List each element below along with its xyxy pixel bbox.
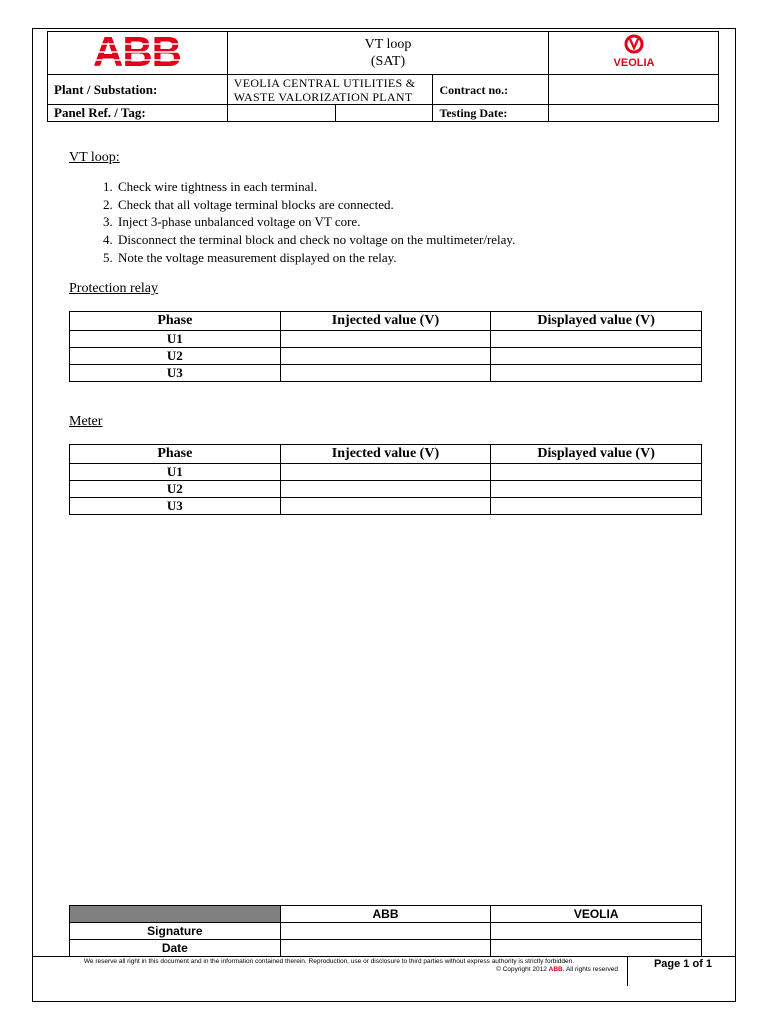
plant-value-line2: WASTE VALORIZATION PLANT [233, 89, 413, 104]
veolia-date-cell[interactable] [491, 940, 702, 957]
protection-relay-table [69, 311, 702, 382]
date-label: Date [70, 940, 281, 957]
panel-label: Panel Ref. / Tag: [48, 105, 228, 122]
copyright-notice [496, 966, 618, 973]
veolia-logo [604, 33, 664, 69]
plant-label: Plant / Substation: [48, 75, 228, 105]
document-title [227, 32, 549, 75]
table-row [70, 923, 702, 940]
phase-cell: U1 [70, 331, 281, 348]
injected-value-cell[interactable] [280, 464, 491, 481]
contract-label: Contract no.: [433, 75, 549, 105]
injected-value-cell[interactable] [280, 348, 491, 365]
displayed-value-cell[interactable] [491, 331, 702, 348]
signature-table [69, 905, 702, 957]
table-row [70, 464, 702, 481]
phase-cell: U3 [70, 498, 281, 515]
section-title: VT loop: [69, 150, 120, 165]
page-border [32, 28, 736, 1002]
injected-value-cell[interactable] [280, 365, 491, 382]
corner-cell [70, 906, 281, 923]
column-header: Phase [70, 445, 281, 464]
abb-signature-cell[interactable] [280, 923, 491, 940]
column-header-veolia: VEOLIA [491, 906, 702, 923]
injected-value-cell[interactable] [280, 498, 491, 515]
column-header-abb: ABB [280, 906, 491, 923]
table-row [70, 940, 702, 957]
step-item: 2. Check that all voltage terminal blocks are connected. [116, 196, 515, 214]
abb-logo-text: ABB [93, 32, 182, 70]
copyright-suffix: . All rights reserved [562, 966, 618, 973]
displayed-value-cell[interactable] [491, 365, 702, 382]
step-item: 4. Disconnect the terminal block and check no voltage on the multimeter/relay. [116, 231, 515, 249]
table-row [70, 498, 702, 515]
copyright-brand: ABB [548, 966, 563, 973]
phase-cell: U1 [70, 464, 281, 481]
copyright-prefix: © Copyright 2012 [496, 966, 547, 973]
footer-notice: We reserve all right in this document and in the information contained therein. Reproduction, use or disclosure to third parties without express authority is strictly forbidden. [83, 958, 575, 965]
veolia-signature-cell[interactable] [491, 923, 702, 940]
column-header: Phase [70, 312, 281, 331]
meter-title: Meter [69, 414, 103, 429]
step-item: 1. Check wire tightness in each terminal. [116, 178, 515, 196]
table-row [70, 365, 702, 382]
veolia-logo-text: VEOLIA [613, 57, 655, 69]
displayed-value-cell[interactable] [491, 481, 702, 498]
phase-cell: U3 [70, 365, 281, 382]
plant-value [227, 75, 433, 105]
steps-list [72, 178, 515, 267]
table-row [70, 331, 702, 348]
displayed-value-cell[interactable] [491, 498, 702, 515]
meter-table [69, 444, 702, 515]
testing-date-label: Testing Date: [433, 105, 549, 122]
abb-logo-cell [48, 32, 228, 75]
title-line2: (SAT) [370, 54, 406, 69]
panel-value-1[interactable] [227, 105, 335, 122]
abb-date-cell[interactable] [280, 940, 491, 957]
phase-cell: U2 [70, 348, 281, 365]
page-number: Page 1 of 1 [653, 958, 713, 970]
column-header: Injected value (V) [280, 312, 491, 331]
panel-value-2[interactable] [335, 105, 433, 122]
plant-value-line1: VEOLIA CENTRAL UTILITIES & [233, 75, 416, 90]
contract-value[interactable] [549, 75, 719, 105]
column-header: Displayed value (V) [491, 445, 702, 464]
displayed-value-cell[interactable] [491, 464, 702, 481]
testing-date-value[interactable] [549, 105, 719, 122]
header-table [47, 31, 719, 122]
injected-value-cell[interactable] [280, 331, 491, 348]
table-row [70, 348, 702, 365]
step-item: 3. Inject 3-phase unbalanced voltage on VT core. [116, 213, 515, 231]
footer-vertical-divider [627, 956, 628, 986]
displayed-value-cell[interactable] [491, 348, 702, 365]
signature-label: Signature [70, 923, 281, 940]
column-header: Injected value (V) [280, 445, 491, 464]
step-item: 5. Note the voltage measurement displayed on the relay. [116, 249, 515, 267]
title-line1: VT loop [364, 37, 412, 52]
veolia-logo-cell [549, 32, 719, 75]
abb-logo [89, 32, 185, 70]
phase-cell: U2 [70, 481, 281, 498]
protection-relay-title: Protection relay [69, 281, 159, 296]
column-header: Displayed value (V) [491, 312, 702, 331]
table-row [70, 481, 702, 498]
injected-value-cell[interactable] [280, 481, 491, 498]
